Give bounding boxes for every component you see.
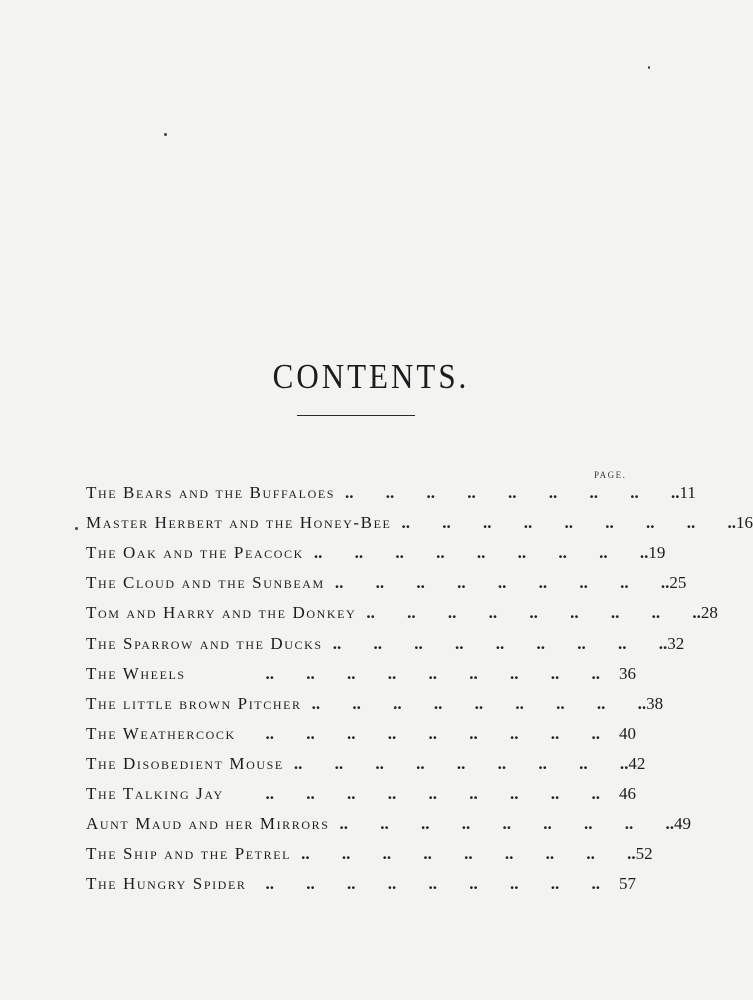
toc-entry <box>86 633 685 662</box>
ink-speck <box>648 66 650 69</box>
dot-leader: .. .. .. .. .. .. .. .. .. <box>345 483 680 502</box>
toc-entry <box>86 814 692 842</box>
dot-leader: .. .. .. .. .. .. .. .. .. <box>366 603 701 623</box>
toc-entry <box>86 543 666 571</box>
toc-entry-page-number: 52 <box>635 844 653 864</box>
dot-leader: .. .. .. .. .. .. .. .. .. <box>265 663 600 683</box>
dot-leader: .. .. .. .. .. .. .. .. .. <box>265 784 600 803</box>
toc-entry-title: The Hungry Spider <box>86 874 247 894</box>
toc-entry-title: Master Herbert and the Honey-Bee <box>86 513 392 533</box>
toc-entry <box>86 693 664 722</box>
toc-entry <box>86 784 636 812</box>
toc-entry-page-number: 32 <box>667 633 685 653</box>
dot-leader: .. .. .. .. .. .. .. .. .. <box>332 633 668 653</box>
page-column-label: PAGE. <box>594 470 627 480</box>
toc-entry-title: The Weathercock <box>86 723 236 743</box>
toc-entry-page-number: 42 <box>628 753 646 773</box>
toc-entry <box>86 753 646 782</box>
toc-entry-page-number: 46 <box>619 784 636 803</box>
toc-entry-title: The Disobedient Mouse <box>86 753 284 773</box>
toc-entry-title: The Oak and the Peacock <box>86 543 304 563</box>
toc-entry-title: Tom and Harry and the Donkey <box>86 603 357 623</box>
toc-entry-title: The Wheels <box>86 663 186 683</box>
toc-entry <box>86 603 718 631</box>
toc-entry <box>86 724 636 752</box>
toc-entry-title: The Bears and the Buffaloes <box>86 483 336 502</box>
toc-entry-page-number: 40 <box>619 723 636 743</box>
dot-leader: .. .. .. .. .. .. .. .. .. <box>311 693 647 713</box>
dot-leader: .. .. .. .. .. .. .. .. .. <box>313 543 649 563</box>
contents-heading: CONTENTS. <box>272 356 470 396</box>
toc-entry-page-number: 19 <box>648 543 666 563</box>
toc-entry-title: The Ship and the Petrel <box>86 844 292 864</box>
toc-entry <box>86 513 753 541</box>
toc-entry <box>86 844 653 872</box>
toc-entry-page-number: 36 <box>619 663 636 683</box>
toc-entry-title: The little brown Pitcher <box>86 693 302 713</box>
toc-entry-title: The Talking Jay <box>86 784 224 803</box>
toc-entry-page-number: 49 <box>674 814 692 834</box>
dot-leader: .. .. .. .. .. .. .. .. .. <box>265 874 600 894</box>
ink-speck <box>164 133 167 136</box>
toc-entry-page-number: 25 <box>669 573 687 593</box>
toc-entry-title: The Cloud and the Sunbeam <box>86 573 325 593</box>
dot-leader: .. .. .. .. .. .. .. .. .. <box>293 753 629 773</box>
heading-rule <box>297 415 415 416</box>
dot-leader: .. .. .. .. .. .. .. .. .. <box>301 844 636 864</box>
toc-entry-title: The Sparrow and the Ducks <box>86 633 323 653</box>
dot-leader: .. .. .. .. .. .. .. .. .. <box>339 814 675 834</box>
dot-leader: .. .. .. .. .. .. .. .. .. <box>265 723 600 743</box>
toc-entry-page-number: 57 <box>619 874 636 894</box>
toc-entry <box>86 483 696 511</box>
toc-entry <box>86 874 636 902</box>
toc-entry-page-number: 16 <box>735 513 753 533</box>
dot-leader: .. .. .. .. .. .. .. .. .. <box>334 573 670 593</box>
toc-entry-page-number: 11 <box>679 483 696 502</box>
toc-entry <box>86 664 636 692</box>
toc-entry-page-number: 38 <box>646 693 664 713</box>
toc-entry <box>86 573 687 601</box>
toc-entry-title: Aunt Maud and her Mirrors <box>86 814 330 834</box>
dot-leader: .. .. .. .. .. .. .. .. .. <box>401 513 736 533</box>
toc-entry-page-number: 28 <box>700 603 718 623</box>
ink-speck <box>75 527 78 530</box>
